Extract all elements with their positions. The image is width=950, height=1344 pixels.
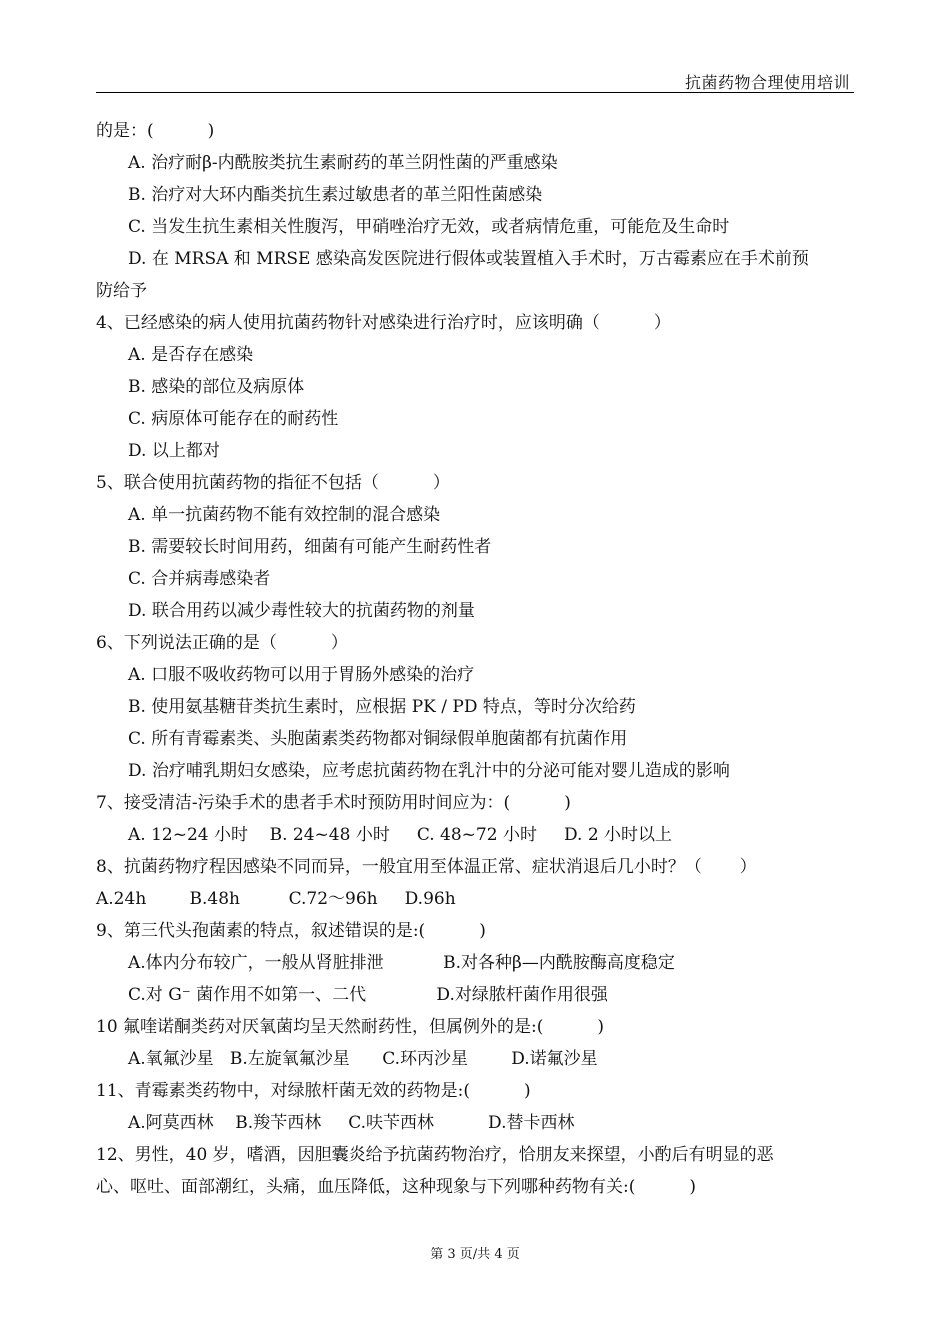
page-header: [96, 66, 854, 93]
question-10: 10 氟喹诺酮类药对厌氧菌均呈天然耐药性，但属例外的是:( ): [96, 1017, 605, 1037]
q4-option-b: B. 感染的部位及病原体: [128, 377, 305, 397]
q3-option-a: A. 治疗耐β-内酰胺类抗生素耐药的革兰阴性菌的严重感染: [128, 153, 558, 173]
q6-option-c: C. 所有青霉素类、头胞菌素类药物都对铜绿假单胞菌都有抗菌作用: [128, 729, 628, 749]
header-title: 抗菌药物合理使用培训: [684, 73, 850, 92]
q9-options-ab: A.体内分布较广，一般从肾脏排泄 B.对各种β—内酰胺酶高度稳定: [128, 953, 675, 973]
question-12: 12、男性，40 岁，嗜酒，因胆囊炎给予抗菌药物治疗，恰朋友来探望，小酌后有明显的恶: [96, 1145, 774, 1165]
q3-option-d-cont: 防给予: [96, 281, 147, 301]
question-12-cont: 心、呕吐、面部潮红，头痛，血压降低，这种现象与下列哪种药物有关:( ): [96, 1177, 697, 1197]
question-4: 4、已经感染的病人使用抗菌药物针对感染进行治疗时，应该明确（ ）: [96, 313, 671, 333]
q6-option-d: D. 治疗哺乳期妇女感染，应考虑抗菌药物在乳汁中的分泌可能对婴儿造成的影响: [128, 761, 730, 781]
q4-option-c: C. 病原体可能存在的耐药性: [128, 409, 339, 429]
question-6: 6、下列说法正确的是（ ）: [96, 633, 348, 653]
q3-option-d: D. 在 MRSA 和 MRSE 感染高发医院进行假体或装置植入手术时，万古霉素应在手术前预: [128, 249, 809, 269]
question-8: 8、抗菌药物疗程因感染不同而异，一般宜用至体温正常、症状消退后几小时？（ ）: [96, 857, 757, 877]
q4-option-d: D. 以上都对: [128, 441, 220, 461]
question-11: 11、青霉素类药物中，对绿脓杆菌无效的药物是:( ): [96, 1081, 531, 1101]
question-3-stem-end: 的是：( ): [96, 121, 215, 141]
q3-option-c: C. 当发生抗生素相关性腹泻，甲硝唑治疗无效，或者病情危重，可能危及生命时: [128, 217, 730, 237]
page-footer: 第 3 页/共 4 页: [430, 1247, 520, 1262]
q5-option-d: D. 联合用药以减少毒性较大的抗菌药物的剂量: [128, 601, 475, 621]
q4-option-a: A. 是否存在感染: [128, 345, 254, 365]
question-5: 5、联合使用抗菌药物的指征不包括（ ）: [96, 473, 450, 493]
q11-options: A.阿莫西林 B.羧苄西林 C.呋苄西林 D.替卡西林: [128, 1113, 575, 1133]
q3-option-b: B. 治疗对大环内酯类抗生素过敏患者的革兰阳性菌感染: [128, 185, 543, 205]
q6-option-b: B. 使用氨基糖苷类抗生素时，应根据 PK / PD 特点，等时分次给药: [128, 697, 636, 717]
question-9: 9、第三代头孢菌素的特点，叙述错误的是:( ): [96, 921, 486, 941]
q5-option-a: A. 单一抗菌药物不能有效控制的混合感染: [128, 505, 441, 525]
q7-options: A. 12~24 小时 B. 24~48 小时 C. 48~72 小时 D. 2 小时以上: [128, 825, 673, 845]
q5-option-c: C. 合并病毒感染者: [128, 569, 271, 589]
q10-options: A.氧氟沙星 B.左旋氧氟沙星 C.环丙沙星 D.诺氟沙星: [128, 1049, 598, 1069]
q8-options: A.24h B.48h C.72～96h D.96h: [96, 889, 456, 909]
q6-option-a: A. 口服不吸收药物可以用于胃肠外感染的治疗: [128, 665, 475, 685]
question-7: 7、接受清洁-污染手术的患者手术时预防用时间应为：( ): [96, 793, 571, 813]
q9-options-cd: C.对 G⁻ 菌作用不如第一、二代 D.对绿脓杆菌作用很强: [128, 985, 608, 1005]
q5-option-b: B. 需要较长时间用药，细菌有可能产生耐药性者: [128, 537, 492, 557]
